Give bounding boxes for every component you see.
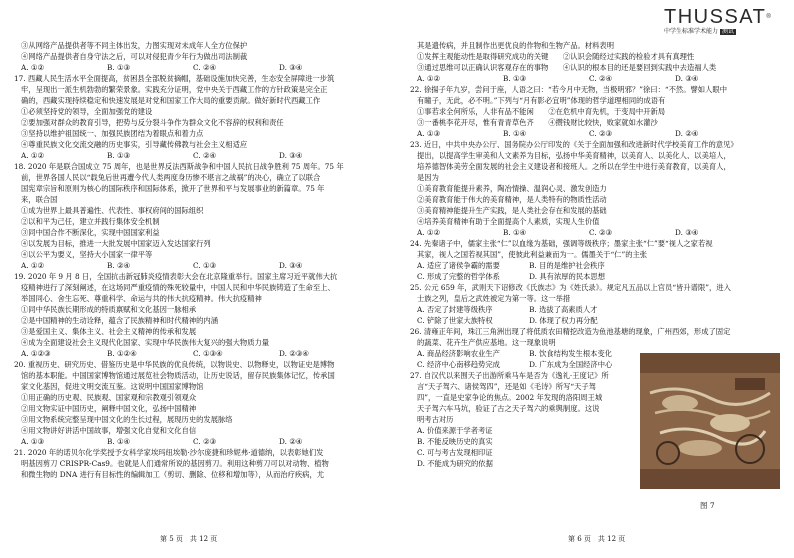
text-line: ②是中国精神的生动诠释，蕴含了民族精神和时代精神的内涵 — [21, 316, 219, 325]
answer-option: B. ①②④ — [107, 349, 137, 358]
question-stem: 18. 2020 年是联合国成立 75 周年，也是世界反法西斯战争和中国人民抗日战争胜利 75 周年。75 年 — [14, 162, 344, 171]
answer-option: A. ①③ — [21, 437, 44, 446]
answer-option: B. ①④ — [503, 228, 527, 237]
question-stem: 21. 2020 年的诺贝尔化学奖授予女科学家埃玛纽埃勒·沙尔庞捷和珍妮弗·道德纳，以表彰她们发 — [14, 448, 324, 457]
text-line: 天子驾六车马坑，验证了古之天子驾六的乘舆制度。这说 — [417, 404, 600, 413]
answer-options — [14, 260, 382, 271]
text-line: B. 不能反映历史的真实 — [417, 437, 493, 446]
question-stem: 19. 2020 年 9 月 8 日，全国抗击新冠肺炎疫情表彰大会在北京隆重举行。国家主席习近平就伟大抗 — [14, 272, 338, 281]
text-line: 是因为 — [417, 173, 439, 182]
text-line: 有瞳子，无此，必不明。”下列与“月有影必宜明”体现的哲学道理相同的成语有 — [417, 96, 666, 105]
text-line: C. 可与考古发现相印证 — [417, 448, 493, 457]
answer-option: A. ①② — [417, 74, 440, 83]
text-line: 其家，视人之国若视其国”，使彼此利益兼而为一。儒墨关于“仁”的主张 — [417, 250, 648, 259]
text-line: ④用文物讲好讲活中国故事，增强文化自觉和文化自信 — [21, 426, 197, 435]
text-line: 言“天子驾六、诸侯驾四”，还是如《毛诗》所写“天子驾 — [417, 382, 597, 391]
answer-option: A. ①②③ — [21, 349, 51, 358]
text-line: ②要加强对群众的教育引导，把势与反分裂斗争作为群众文化不容辞的权利和责任 — [21, 118, 284, 127]
text-line: ④以发展为目标，推进一大批发展中国家迈入发达国家行列 — [21, 239, 211, 248]
text-line: 培养德智体美劳全面发展的社会主义建设者和接班人。之所以在学生中进行美育教育，以美育人， — [417, 162, 731, 171]
text-line: 来，联合国 — [21, 195, 58, 204]
text-line: ④网络产品提供者自身守法之后，可以对侵犯青少年行为做出司法制裁 — [21, 52, 248, 61]
text-line: 家文化基因，促进文明交流互鉴。这说明中国国家博物馆 — [21, 382, 204, 391]
text-line: 的蔬菜、花卉生产供应基地。这一现象说明 — [417, 338, 556, 347]
answer-option: C. ②③ — [193, 437, 217, 446]
text-line: D. 不能成为研究的依据 — [417, 459, 493, 468]
text-line: ④成为全面建设社会主义现代化国家、实现中华民族伟大复兴的强大物质力量 — [21, 338, 270, 347]
answer-option: A. ①② — [417, 228, 440, 237]
text-line: ①用正确的历史观、民族观、国家观和宗教观引领观众 — [21, 393, 197, 402]
text-line: ②用文物实证中国历史，阐释中国文化，弘扬中国精神 — [21, 404, 197, 413]
text-line: ①同中华民族长期形成的特质禀赋和文化基因一脉相承 — [21, 305, 197, 314]
answer-options — [410, 73, 780, 84]
text-line: 前，世界各国人民以“载兔后世再遭今代人类两度身历惨不堪言之战祸”的决心，确立了以联合 — [21, 173, 321, 182]
text-line: A. 商品经济影响农业生产 B. 饮食结构发生根本变化 — [417, 349, 613, 358]
answer-option: D. ③④ — [279, 63, 303, 72]
answer-option: D. ③④ — [675, 74, 699, 83]
text-line: 其是遗传病，并且制作出更优良的作物和生物产品。材料表明 — [417, 41, 615, 50]
text-line: ③美育精神能提升生产实践，是人类社会存在和发展的基础 — [417, 206, 607, 215]
text-line: C. 形成了完整的哲学体系 D. 具有浓厚的民本思想 — [417, 272, 606, 281]
answer-option: C. ②④ — [193, 151, 217, 160]
text-line: ④培养美育精神有助于全面提高个人素质，实现人生价值 — [417, 217, 600, 226]
text-line: 明考古对历 — [417, 415, 454, 424]
text-line: 疫精神进行了深刻阐述，在这场同严重疫情的殊死较量中，中国人民和中华民族铸造了生命至上、 — [21, 283, 335, 292]
text-line: ②美育教育能于伟大的美育精神，是人类特有的物质性活动 — [417, 195, 607, 204]
question-stem: 22. 徐揚子年九岁，尝问于座，人语之曰：“若今月中无物，当极明邪？”徐曰：“不然。譬如人眼中 — [410, 85, 727, 94]
text-line: 国宪章宗旨和原则为核心的国际秩序和国际体系，掀开了世界和平与发展事业的新篇章。75 年 — [21, 184, 325, 193]
text-line: 明基因剪刀 CRISPR-Cas9。也就是人们通常所说的基因剪刀。利用这种剪刀可以对动物、植物 — [21, 459, 329, 468]
thussat-logo — [664, 6, 780, 42]
answer-options — [14, 436, 382, 447]
answer-options — [14, 150, 382, 161]
answer-option: A. ①② — [21, 261, 44, 270]
answer-option: D. ③④ — [279, 151, 303, 160]
page-number-right: 第 6 页 共 12 页 — [568, 535, 626, 543]
text-line: ③坚持以维护祖国统一、加强民族团结为着眼点和着力点 — [21, 129, 204, 138]
text-line: 提出，以提高学生审美和人文素养为目标，弘扬中华美育精神，以美育人、以美化人、以美培人， — [417, 151, 731, 160]
answer-option: C. ②③ — [589, 228, 613, 237]
question-stem: 20. 重视历史、研究历史、借鉴历史是中华民族的优良传统，以物说史、以物释史，以物证史是博物 — [14, 360, 335, 369]
question-stem: 23. 近日，中共中央办公厅、国务院办公厅印发的《关于全面加强和改进新时代学校美育工作的意见》 — [410, 140, 738, 149]
answer-options — [14, 348, 382, 359]
question-stem: 26. 清雍正年间，珠江三角洲出现了将低质农田精挖改造为鱼池基塘的现象，广州西郊，形成了固定 — [410, 327, 731, 336]
text-line: ④以公平为要义，坚持大小国家一律平等 — [21, 250, 153, 259]
text-line: ①必须坚持党的领导，全面加强党的建设 — [21, 107, 153, 116]
answer-option: D. ②④ — [279, 437, 303, 446]
logo-tag: 测试 — [722, 29, 735, 35]
text-line: 四”，一直是史家争论的焦点。2002 年发现的洛阳周王城 — [417, 393, 603, 402]
question-stem: 27. 自汉代以来围天子出游所乘马车是否为《逸礼·王度记》所 — [410, 371, 609, 380]
answer-option: D. ③④ — [675, 228, 699, 237]
answer-option: D. ②④ — [675, 129, 699, 138]
text-line: ①成为世界上最具普遍性、代表性、事权府间的国际组织 — [21, 206, 204, 215]
text-line: 举国同心、舍生忘死、尊重科学、命运与共的伟大抗疫精神。伟大抗疫精神 — [21, 294, 262, 303]
answer-option: A. ①② — [21, 63, 44, 72]
answer-option: A. ①② — [21, 151, 44, 160]
question-stem: 17. 西藏人民生活水平全面提高，贫困县全部脱贫摘帽，基础设施加快完善，生态安全屏障进一步筑 — [14, 74, 335, 83]
text-line: ③通过思维可以正确认识客观存在的事物 ④认识的根本目的还是要回到实践中去造福人类 — [417, 63, 717, 72]
logo-name: THUSSAT — [664, 6, 767, 28]
text-line: ②以和平为己任，建立并践行集体安全机制 — [21, 217, 160, 226]
text-line: A. 价值来源于学者考证 — [417, 426, 493, 435]
text-line: ③一番桃李花开尽，惟有青青草色齐 ④攒钱财比较快，败家就如水灌沙 — [417, 118, 658, 127]
figure-caption: 图 7 — [700, 501, 715, 510]
text-line: 馆的基本职能。中国国家博物馆通过展览社会物质活动，让历史说话，留存民族集体记忆，传承国 — [21, 371, 335, 380]
text-line: ③同中国合作不断深化，实现中国国家利益 — [21, 228, 160, 237]
text-line: ③从网络产品提供者等不同主体出发，力图实现对未成年人全方位保护 — [21, 41, 248, 50]
text-line: A. 否定了封建等级秩序 B. 选拔了高素质人才 — [417, 305, 598, 314]
answer-options — [14, 62, 382, 73]
text-line: ③是爱国主义、集体主义、社会主义精神的传承和发展 — [21, 327, 197, 336]
text-line: ④尊重民族文化交流交融的历史事实，引导藏传佛教与社会主义相适应 — [21, 140, 248, 149]
answer-option: B. ①④ — [107, 437, 131, 446]
text-line: 确的，西藏实现持续稳定和快速发展是对党和国家工作大局的重要贡献。做好新时代西藏工作 — [21, 96, 321, 105]
answer-option: C. ②④ — [589, 74, 613, 83]
answer-option: C. ①③ — [193, 261, 217, 270]
registered-mark: ® — [766, 14, 773, 20]
answer-option: A. ①③ — [417, 129, 440, 138]
text-line: ①美育教育能提升素养，陶冶情操、温润心灵、激发创造力 — [417, 184, 607, 193]
text-line: A. 适应了诸侯争霸的需要 B. 目的是维护社会秩序 — [417, 261, 605, 270]
answer-option: B. ①③ — [107, 63, 131, 72]
text-line: C. 经济中心南移趋势完成 D. 广东成为全国经济中心 — [417, 360, 613, 369]
chariot-pit-photo — [640, 353, 780, 489]
page-number-left: 第 5 页 共 12 页 — [160, 535, 218, 543]
logo-subtitle: 中学生标准学术能力 — [664, 29, 719, 35]
text-line: ①事若求全何所乐，人非有品不能闲 ②在危机中育先机，于变局中开新局 — [417, 107, 666, 116]
answer-option: B. ①③ — [503, 74, 527, 83]
text-line: 士族之列，皇后之武姓被定为第一等。这一举措 — [417, 294, 571, 303]
answer-option: C. ①③④ — [193, 349, 223, 358]
answer-option: B. ②④ — [107, 261, 131, 270]
answer-options — [410, 128, 780, 139]
question-stem: 25. 公元 659 年，武则天下诏修改《氏族志》为《姓氏录》。规定凡五品以上官员“皆升谱限”，进入 — [410, 283, 731, 292]
answer-option: D. ②③④ — [279, 349, 309, 358]
answer-option: B. ①③ — [107, 151, 131, 160]
answer-option: D. ③④ — [279, 261, 303, 270]
answer-option: C. ②④ — [193, 63, 217, 72]
text-line: ③用文物系统完整呈现中国文化的生长过程，展现历史的发展脉络 — [21, 415, 233, 424]
answer-options — [410, 227, 780, 238]
answer-option: C. ②③ — [589, 129, 613, 138]
text-line: ①发挥主观能动性是取得研究成功的关键 ②认识会随经过实践的检验才具有真理性 — [417, 52, 695, 61]
question-stem: 24. 先秦诸子中，儒家主张“仁”以血缘为基础，强调等级秩序；墨家主张“仁”要“视人之家若视 — [410, 239, 713, 248]
text-line: C. 铲除了世家大族特权 D. 体现了权力再分配 — [417, 316, 598, 325]
answer-option: B. ①④ — [503, 129, 527, 138]
text-line: 和微生物的 DNA 进行有目标性的编辑加工（剪切、删除、位移和增加等），从而治疗疾病，尤 — [21, 470, 325, 479]
left-column — [14, 40, 382, 480]
text-line: 牢，呈现出一派生机勃勃的繁荣景象。实践充分证明，党中央关于西藏工作的方针政策是完全正 — [21, 85, 328, 94]
